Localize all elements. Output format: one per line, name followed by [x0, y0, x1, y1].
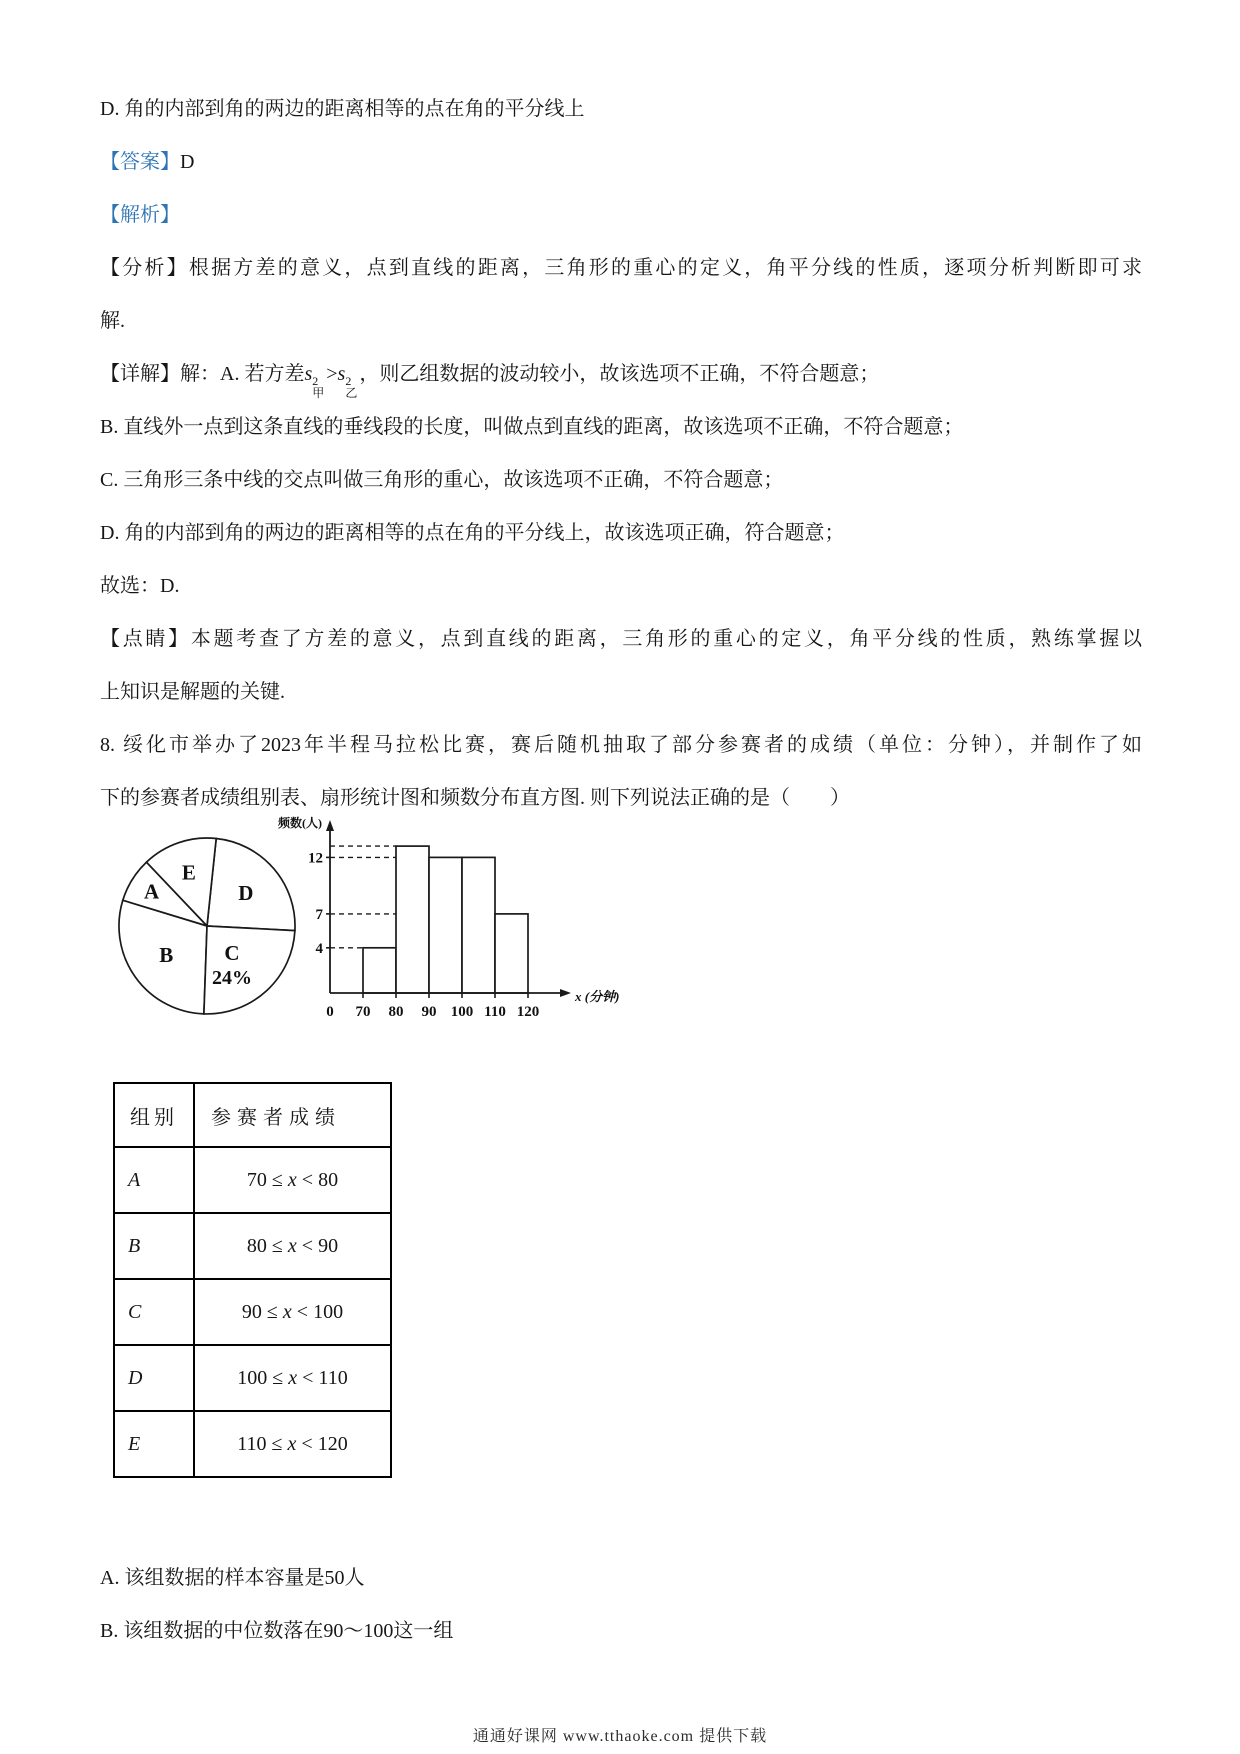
range-pre: 80 ≤ [246, 1234, 288, 1257]
question-8-line-1 [100, 719, 1142, 772]
answer-options [100, 1552, 1142, 1658]
svg-text:90: 90 [421, 1004, 437, 1020]
analysis-text-1: 【分析】根据方差的意义，点到直线的距离，三角形的重心的定义，角平分线的性质，逐项分析判断即可求 [100, 257, 1142, 279]
question-8-text-2: 下的参赛者成绩组别表、扇形统计图和频数分布直方图. 则下列说法正确的是（ ） [100, 787, 850, 809]
note-text-2: 上知识是解题的关键. [100, 681, 285, 703]
variance-supsub-1 [312, 375, 324, 399]
range-var: x [282, 1300, 292, 1323]
detail-d-text: D. 角的内部到角的两边的距离相等的点在角的平分线上，故该选项正确，符合题意； [100, 522, 845, 544]
range-cell-a [194, 1147, 391, 1213]
note-line-1 [100, 613, 1142, 666]
table-row-e [114, 1411, 391, 1477]
analysis-tag: 【解析】 [100, 204, 180, 226]
table-row-a [114, 1147, 391, 1213]
answer-option-b [100, 1605, 1142, 1658]
sup-2: 2 [345, 374, 352, 389]
detail-line-d [100, 507, 1142, 560]
svg-text:频数(人): 频数(人) [278, 816, 322, 830]
group-cell-e: E [114, 1411, 194, 1477]
group-cell-c: C [114, 1279, 194, 1345]
svg-text:E: E [181, 860, 196, 885]
svg-text:4: 4 [315, 940, 323, 957]
footer-text: 通通好课网 www.tthaoke.com 提供下载 [472, 1728, 768, 1745]
conclusion-text: 故选：D. [100, 575, 180, 597]
conclusion-line [100, 560, 1142, 613]
option-d-statement [100, 83, 1142, 136]
table-row-d [114, 1345, 391, 1411]
pie-chart [114, 829, 300, 1019]
detail-line-b [100, 401, 1142, 454]
range-var: x [287, 1234, 297, 1257]
range-var: x [287, 1168, 297, 1191]
question-8-text-1: 8. 绥化市举办了2023年半程马拉松比赛，赛后随机抽取了部分参赛者的成绩（单位：分钟），并制作了如 [100, 734, 1142, 756]
svg-text:120: 120 [516, 1004, 540, 1020]
histogram [278, 815, 630, 1030]
svg-text:D: D [238, 880, 254, 905]
range-post: < 90 [296, 1234, 339, 1257]
table-header-group: 组别 [114, 1083, 194, 1147]
analysis-text-line-2 [100, 295, 1142, 348]
range-post: < 80 [296, 1168, 339, 1191]
range-pre: 110 ≤ [237, 1432, 288, 1455]
svg-text:80: 80 [388, 1004, 404, 1020]
svg-text:24%: 24% [212, 967, 252, 990]
range-var: x [287, 1432, 297, 1455]
variance-var-1: s [304, 363, 313, 385]
answer-option-a [100, 1552, 1142, 1605]
table-row-c [114, 1279, 391, 1345]
range-cell-c [194, 1279, 391, 1345]
group-cell-a: A [114, 1147, 194, 1213]
table-row-b [114, 1213, 391, 1279]
detail-a-suffix: ，则乙组数据的波动较小，故该选项不正确，不符合题意； [359, 363, 880, 385]
sub-1: 甲 [312, 386, 325, 401]
answer-value: D [180, 151, 195, 173]
answer-option-a-text: A. 该组数据的样本容量是50人 [100, 1567, 365, 1589]
answer-line [100, 136, 1142, 189]
range-pre: 90 ≤ [241, 1300, 283, 1323]
detail-c-text: C. 三角形三条中线的交点叫做三角形的重心，故该选项不正确，不符合题意； [100, 469, 784, 491]
table-header-row [114, 1083, 391, 1147]
svg-text:70: 70 [355, 1004, 371, 1020]
svg-text:A: A [144, 879, 160, 904]
option-d-text: D. 角的内部到角的两边的距离相等的点在角的平分线上 [100, 98, 585, 120]
svg-text:x (分钟): x (分钟) [575, 989, 620, 1004]
range-post: < 100 [291, 1300, 344, 1323]
group-cell-b: B [114, 1213, 194, 1279]
footer [0, 1723, 1240, 1746]
sub-2: 乙 [345, 386, 358, 401]
svg-text:C: C [224, 941, 240, 966]
answer-tag: 【答案】 [100, 151, 180, 173]
svg-text:0: 0 [326, 1004, 334, 1020]
range-pre: 100 ≤ [237, 1366, 289, 1389]
score-table [113, 1082, 392, 1478]
analysis-tag-line [100, 189, 1142, 242]
sup-1: 2 [312, 374, 319, 389]
range-cell-e [194, 1411, 391, 1477]
detail-line-a [100, 348, 1142, 401]
range-post: < 110 [297, 1366, 348, 1389]
detail-b-text: B. 直线外一点到这条直线的垂线段的长度，叫做点到直线的距离，故该选项不正确，不符合题意； [100, 416, 964, 438]
range-cell-b [194, 1213, 391, 1279]
variance-var-2: s [337, 363, 346, 385]
detail-line-c [100, 454, 1142, 507]
analysis-text-line-1 [100, 242, 1142, 295]
svg-text:110: 110 [484, 1004, 506, 1020]
range-cell-d [194, 1345, 391, 1411]
statistics-figures [100, 815, 1142, 1030]
svg-text:12: 12 [308, 850, 323, 867]
answer-option-b-text: B. 该组数据的中位数落在90～100这一组 [100, 1620, 454, 1642]
analysis-text-2: 解. [100, 310, 125, 332]
table-header-score: 参赛者成绩 [194, 1083, 391, 1147]
svg-text:B: B [159, 943, 174, 968]
variance-supsub-2 [345, 375, 357, 399]
detail-a-prefix: 【详解】解：A. 若方差 [100, 363, 305, 385]
svg-text:7: 7 [315, 906, 323, 923]
svg-text:100: 100 [450, 1004, 474, 1020]
note-line-2 [100, 666, 1142, 719]
note-text-1: 【点睛】本题考查了方差的意义，点到直线的距离，三角形的重心的定义，角平分线的性质，熟练掌握以 [100, 628, 1142, 650]
range-post: < 120 [296, 1432, 348, 1455]
range-var: x [288, 1366, 298, 1389]
range-pre: 70 ≤ [246, 1168, 288, 1191]
greater-than-sign: > [326, 363, 338, 385]
group-cell-d: D [114, 1345, 194, 1411]
